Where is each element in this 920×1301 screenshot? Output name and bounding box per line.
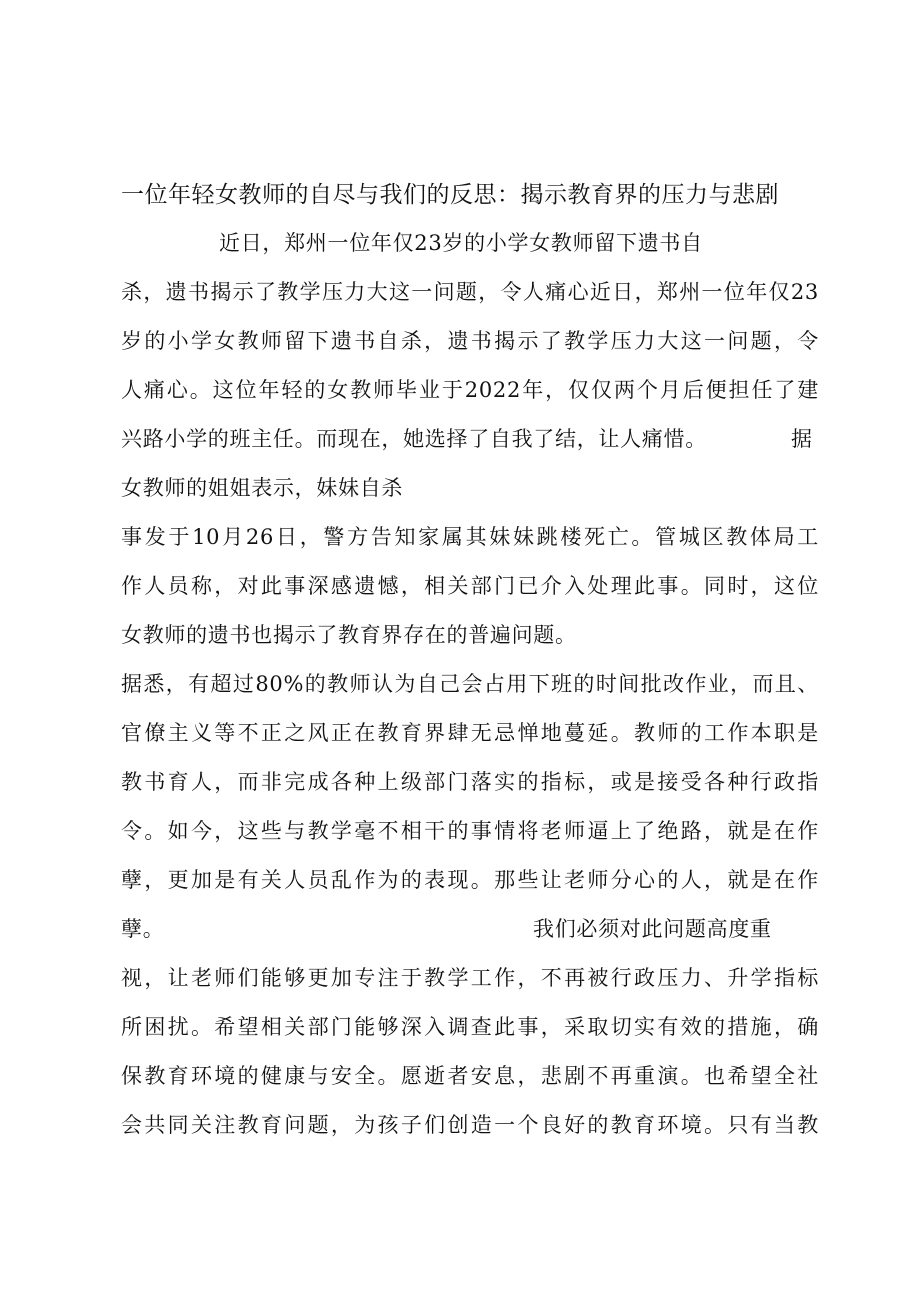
document-title: 一位年轻女教师的自尽与我们的反思：揭示教育界的压力与悲剧: [121, 182, 779, 208]
paragraph-line: 人痛心。这位年轻的女教师毕业于2022年，仅仅两个月后便担任了建: [121, 378, 819, 402]
paragraph-line: 作人员称，对此事深感遗憾，相关部门已介入处理此事。同时，这位: [121, 574, 819, 598]
paragraph-line: 视，让老师们能够更加专注于教学工作，不再被行政压力、升学指标: [121, 966, 819, 990]
paragraph-line: 事发于10月26日，警方告知家属其妹妹跳楼死亡。管城区教体局工: [121, 525, 819, 549]
paragraph-line: 教书育人，而非完成各种上级部门落实的指标，或是接受各种行政指: [121, 770, 819, 794]
paragraph-line: 孽。: [121, 917, 165, 941]
paragraph-line: 我们必须对此问题高度重: [533, 917, 772, 941]
paragraph-line: 据悉，有超过80%的教师认为自己会占用下班的时间批改作业，而且、: [121, 672, 819, 696]
paragraph-line: 杀，遗书揭示了教学压力大这一问题，令人痛心近日，郑州一位年仅23: [121, 280, 819, 304]
paragraph-line: 据: [791, 427, 813, 451]
paragraph-line: 女教师的姐姐表示，妹妹自杀: [121, 476, 404, 500]
paragraph-line: 保教育环境的健康与安全。愿逝者安息，悲剧不再重演。也希望全社: [121, 1064, 819, 1088]
paragraph-line: 令。如今，这些与教学毫不相干的事情将老师逼上了绝路，就是在作: [121, 819, 819, 843]
paragraph-line: 岁的小学女教师留下遗书自杀，遗书揭示了教学压力大这一问题，令: [121, 329, 819, 353]
paragraph-line: 官僚主义等不正之风正在教育界肆无忌惮地蔓延。教师的工作本职是: [121, 721, 819, 745]
paragraph-line: 会共同关注教育问题，为孩子们创造一个良好的教育环境。只有当教: [121, 1113, 819, 1137]
paragraph-line: 兴路小学的班主任。而现在，她选择了自我了结，让人痛惜。: [121, 427, 707, 451]
paragraph-line: 近日，郑州一位年仅23岁的小学女教师留下遗书自: [219, 231, 703, 255]
paragraph-line: 女教师的遗书也揭示了教育界存在的普遍问题。: [121, 623, 577, 647]
paragraph-line: 孽，更加是有关人员乱作为的表现。那些让老师分心的人，就是在作: [121, 868, 819, 892]
paragraph-line: 所困扰。希望相关部门能够深入调查此事，采取切实有效的措施，确: [121, 1015, 819, 1039]
